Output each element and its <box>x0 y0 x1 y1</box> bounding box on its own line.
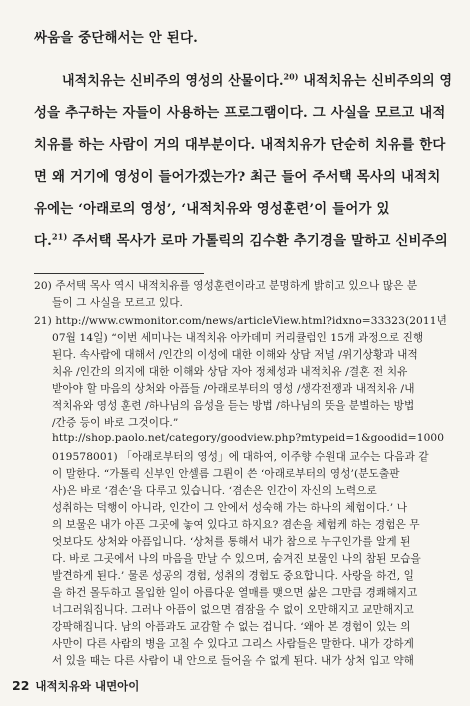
footnote-line: 발견하게 된다.’ 물론 성공의 경험, 성취의 경험도 중요합니다. 사랑을 하건, 일 <box>52 570 415 582</box>
footnote-line: 적치유와 영성 훈련 /하나님의 음성을 듣는 방법 /하나님의 뜻을 분별하는 방법 <box>52 400 415 412</box>
footnote-ref-21[interactable]: 21) <box>52 231 68 242</box>
body-line-5: 치유를 하는 사람이 거의 대부분이다. 내적치유가 단순히 치유를 한다 <box>34 137 446 153</box>
body-text: 주서택 목사가 로마 가톨릭의 김수환 추기경을 말하고 신비주의 <box>67 233 448 249</box>
footnote-line: 된다. 속사람에 대해서 /인간의 이성에 대한 이해와 상담 저널 /위기상황과 내적 <box>52 349 418 361</box>
footnote-url[interactable]: http://shop.paolo.net/category/goodview.php?mtypeid=1&goodid=1000 <box>52 432 445 444</box>
body-text: 다. <box>34 233 52 249</box>
footnote-line: 이 말한다. “가톨릭 신부인 안셀름 그륀이 쓴 ‘아래로부터의 영성’(분도출판 <box>52 468 400 480</box>
footnote-line: 치유 /인간의 의지에 대한 이해와 상담 자아 정체성과 내적치유 /결혼 전 치유 <box>52 366 408 378</box>
body-text: 내적치유는 신비주의의 영 <box>298 73 453 89</box>
footnote-line: 다. 바로 그곳에서 나의 마음을 만날 수 있으며, 숨겨진 보물인 나의 참된 모습을 <box>52 553 421 565</box>
body-line-8 <box>34 230 448 249</box>
footnote-21[interactable]: 21) http://www.cwmonitor.com/news/articleView.html?idxno=33323(2011년 <box>34 315 447 327</box>
footnote-line: 사)은 바로 ‘겸손’을 다루고 있습니다. ‘겸손은 인간이 자신의 노력으로 <box>52 485 377 497</box>
footnote-line: 07월 14일) “이번 세미나는 내적치유 아카데미 커리큘럼인 15개 과정으로 진행 <box>52 332 424 344</box>
footnote-line: 성취하는 덕행이 아니라, 인간이 그 안에서 성숙해 가는 하나의 체험이다.’ 나 <box>52 502 408 514</box>
footnote-ref-20[interactable]: 20) <box>283 71 299 82</box>
footnote-line: 의 보물은 내가 아픈 그곳에 놓여 있다고 하지요? 겸손을 체험케 하는 경험은 무 <box>52 519 420 531</box>
footnote-line: 들이 그 사실을 모르고 있다. <box>52 297 184 309</box>
footnote-line: 서 있을 때는 다른 사람이 내 안으로 들어올 수 없게 된다. 내가 상처 입고 약해 <box>52 655 415 667</box>
body-line-7: 유에는 ‘아래로의 영성’, ‘내적치유와 영성훈련’이 들어가 있 <box>34 201 390 217</box>
body-text: 내적치유는 신비주의 영성의 산물이다. <box>62 73 284 89</box>
footnote-divider <box>34 273 204 274</box>
footnote-line: 너그러워집니다. 그러나 아픔이 없으면 겸잠을 수 없이 오만해지고 교만해지고 <box>52 604 414 616</box>
body-line-1: 싸움을 중단해서는 안 된다. <box>34 30 198 46</box>
footnote-line: 강팍해집니다. 남의 아픔과도 교감할 수 없는 겁니다. ‘왜아 본 경험이 있는 의 <box>52 621 411 633</box>
page-footer <box>12 678 139 694</box>
footnote-line: 엇보다도 상처와 아픔입니다. ‘상처를 통해서 내가 참으로 누구인가를 알게 된 <box>52 536 411 548</box>
footnote-line: 받아야 할 마음의 상처와 아픔들 /아래로부터의 영성 /생각전쟁과 내적치유 /내 <box>52 383 415 395</box>
footnote-line: 019578001) 「아래로부터의 영성」에 대하여, 이주향 수원대 교수는 다음과 같 <box>52 451 429 463</box>
book-title: 내적치유와 내면아이 <box>35 679 140 693</box>
footnote-20: 20) 주서택 목사 역시 내적치유를 영성훈련이라고 분명하게 밝히고 있으나 많은 분 <box>34 280 418 292</box>
footnote-line: 사만이 다른 사람의 병을 고칠 수 있다고 그리스 사람들은 말한다. 내가 강하게 <box>52 638 414 650</box>
footnote-line: 을 하건 몰두하고 몰입한 일이 아름다운 열매를 맺으면 삶은 그만큼 경쾌해지고 <box>52 587 418 599</box>
body-line-6: 면 왜 거기에 영성이 들어가겠는가? 최근 들어 주서택 목사의 내적치 <box>34 169 441 185</box>
page-number: 22 <box>12 678 30 693</box>
body-line-3 <box>62 70 452 89</box>
body-line-4: 성을 추구하는 자들이 사용하는 프로그램이다. 그 사실을 모르고 내적 <box>34 105 446 121</box>
footnote-line: /간증 등이 바로 그것이다.” <box>52 417 179 429</box>
